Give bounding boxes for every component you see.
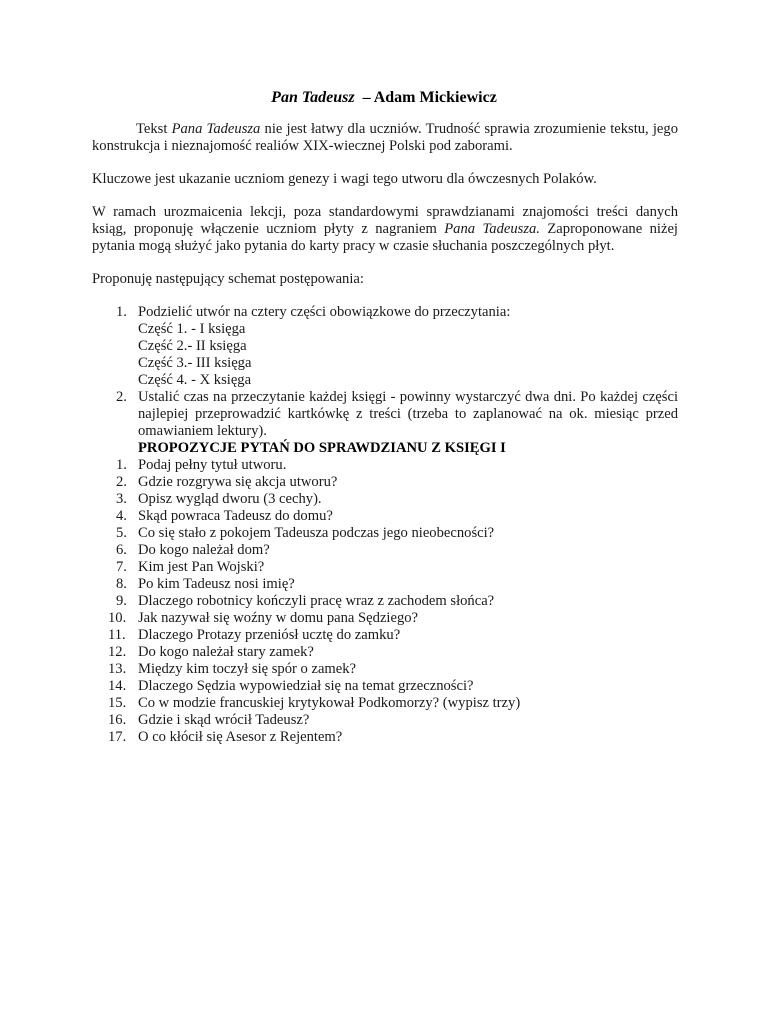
question-text: Do kogo należał dom?: [138, 542, 270, 558]
question-number: 11.: [108, 627, 126, 643]
question-text: Do kogo należał stary zamek?: [138, 644, 314, 660]
question-text: Między kim toczył się spór o zamek?: [138, 661, 357, 677]
question-text: Gdzie i skąd wrócił Tadeusz?: [138, 712, 310, 728]
question-item: [92, 678, 678, 695]
question-number: 8.: [116, 576, 127, 592]
question-item: [92, 508, 678, 525]
document-body: [92, 121, 678, 746]
title-work: Pan Tadeusz: [271, 89, 355, 106]
question-number: 9.: [116, 593, 127, 609]
key-paragraph: Kluczowe jest ukazanie uczniom genezy i wagi tego utworu dla ówczesnych Polaków.: [92, 171, 597, 187]
question-text: O co kłócił się Asesor z Rejentem?: [138, 729, 343, 745]
question-number: 5.: [116, 525, 127, 541]
question-text: Kim jest Pan Wojski?: [138, 559, 265, 575]
question-number: 15.: [108, 695, 127, 711]
question-item: [92, 576, 678, 593]
scheme-intro: Proponuję następujący schemat postępowania:: [92, 271, 364, 287]
method-paragraph: [92, 204, 678, 255]
question-item: [92, 695, 678, 712]
question-text: Opisz wygląd dworu (3 cechy).: [138, 491, 322, 507]
intro-text-end: nie jest łatwy dla uczniów. Trudność sprawia zrozumienie tekstu, jego konstrukcja i nieznajomość realiów XIX-wiecznej Polski pod zaborami.: [92, 121, 678, 154]
method-text-end: Zaproponowane niżej pytania mogą służyć jako pytania do karty pracy w czasie słuchania poszczególnych płyt.: [92, 221, 678, 254]
question-number: 12.: [108, 644, 127, 660]
question-item: [92, 729, 678, 746]
question-text: Co się stało z pokojem Tadeusza podczas jego nieobecności?: [138, 525, 495, 541]
question-text: Dlaczego Protazy przeniósł ucztę do zamku?: [138, 627, 401, 643]
intro-paragraph: [92, 121, 678, 155]
method-text-start: W ramach urozmaicenia lekcji, poza standardowymi sprawdzianami znajomości treści danych ksiąg, proponuję włączenie uczniom płyty z nagraniem: [92, 204, 678, 237]
question-item: [92, 627, 678, 644]
step-sub-item: Część 1. - I księga: [138, 321, 246, 337]
question-number: 17.: [108, 729, 127, 745]
question-item: [92, 474, 678, 491]
questions-heading: PROPOZYCJE PYTAŃ DO SPRAWDZIANU Z KSIĘGI I: [138, 440, 506, 456]
step-sub-item: Część 2.- II księga: [138, 338, 247, 354]
question-text: Co w modzie francuskiej krytykował Podkomorzy? (wypisz trzy): [138, 695, 521, 711]
question-item: [92, 610, 678, 627]
questions-list: [92, 457, 678, 746]
question-text: Jak nazywał się woźny w domu pana Sędziego?: [138, 610, 419, 626]
question-item: [92, 525, 678, 542]
question-item: [92, 491, 678, 508]
question-number: 16.: [108, 712, 127, 728]
question-text: Gdzie rozgrywa się akcja utworu?: [138, 474, 338, 490]
question-number: 6.: [116, 542, 127, 558]
question-item: [92, 593, 678, 610]
question-number: 1.: [116, 457, 127, 473]
step-sub-item: Część 4. - X księga: [138, 372, 252, 388]
question-item: [92, 644, 678, 661]
question-number: 13.: [108, 661, 127, 677]
question-number: 2.: [116, 474, 127, 490]
question-number: 3.: [116, 491, 127, 507]
step-text: Podzielić utwór na cztery części obowiązkowe do przeczytania:: [138, 304, 511, 320]
question-number: 14.: [108, 678, 127, 694]
question-text: Podaj pełny tytuł utworu.: [138, 457, 287, 473]
steps-list: [92, 304, 678, 440]
method-italic-title: Pana Tadeusza.: [444, 221, 540, 237]
question-text: Dlaczego Sędzia wypowiedział się na temat grzeczności?: [138, 678, 474, 694]
intro-text-start: Tekst: [136, 121, 172, 137]
step-number: 1.: [116, 304, 127, 320]
step-sub-item: Część 3.- III księga: [138, 355, 252, 371]
question-item: [92, 542, 678, 559]
question-text: Dlaczego robotnicy kończyli pracę wraz z zachodem słońca?: [138, 593, 495, 609]
question-item: [92, 457, 678, 474]
question-item: [92, 559, 678, 576]
question-text: Po kim Tadeusz nosi imię?: [138, 576, 295, 592]
step-number: 2.: [116, 389, 127, 405]
question-number: 4.: [116, 508, 127, 524]
question-number: 10.: [108, 610, 127, 626]
step-text: Ustalić czas na przeczytanie każdej księgi - powinny wystarczyć dwa dni. Po każdej części najlepiej przeprowadzić kartkówkę z treści (trzeba to zaplanować na ok. miesiąc przed omawianiem lektury).: [138, 389, 678, 439]
question-text: Skąd powraca Tadeusz do domu?: [138, 508, 333, 524]
step-item: [92, 304, 678, 321]
title-author: – Adam Mickiewicz: [362, 89, 497, 106]
step-item: [92, 389, 678, 440]
question-number: 7.: [116, 559, 127, 575]
intro-italic-title: Pana Tadeusza: [171, 121, 261, 137]
question-item: [92, 661, 678, 678]
question-item: [92, 712, 678, 729]
document-title: [0, 88, 768, 108]
